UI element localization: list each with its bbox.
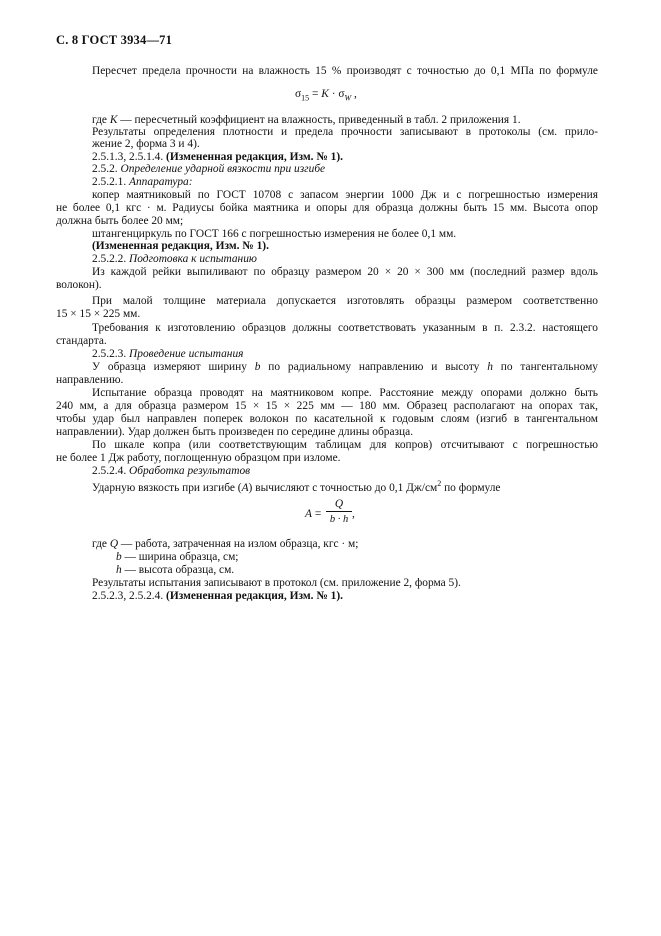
subscript-w: W	[344, 93, 352, 103]
k-description: — пересчетный коэффициент на влажность, приведенный в табл. 2 приложения 1.	[117, 114, 521, 126]
paragraph-recalc: Пересчет предела прочности на влажность 15 % производят с точностью до 0,1 МПа по формуле	[92, 65, 598, 77]
paragraph-req-2: стандарта.	[56, 335, 107, 347]
paragraph-req-1: Требования к изготовлению образцов должны соответствовать указанным в п. 2.3.2. настоящего	[92, 322, 598, 334]
amendment-note-2: (Измененная редакция, Изм. № 1).	[92, 240, 269, 252]
sigma-symbol: σ	[295, 88, 302, 100]
paragraph-koper-2: не более 0,1 кгс · м. Радиусы бойка маятника и опоры для образца должны быть 15 мм. Высота опор	[56, 202, 598, 214]
fraction-bar	[326, 511, 352, 512]
section-title: Подготовка к испытанию	[129, 253, 257, 265]
paragraph-thin-1: При малой толщине материала допускается изготовлять образцы размером соответственно	[92, 295, 598, 307]
variable-h: h	[116, 564, 122, 576]
where-b-line	[116, 551, 238, 564]
variable-q: Q	[109, 538, 119, 550]
paragraph-measure-2: направлению.	[56, 374, 124, 386]
b-description: — ширина образца, см;	[121, 551, 239, 563]
numerator-q: Q	[334, 498, 344, 510]
variable-k: K	[321, 88, 329, 100]
paragraph-scale-2: не более 1 Дж работу, поглощенную образцом при изломе.	[56, 452, 341, 464]
q-description: — работа, затраченная на излом образца, кгс · м;	[118, 538, 359, 550]
clause-number: 2.5.1.3, 2.5.1.4.	[92, 151, 167, 163]
section-title: Определение ударной вязкости при изгибе	[120, 163, 326, 175]
section-title: Аппаратура:	[129, 176, 193, 188]
where-q-line	[92, 538, 358, 551]
variable-h: h	[487, 361, 493, 373]
equals-sign: =	[311, 508, 322, 520]
where-k-line	[92, 114, 521, 127]
variable-b: b	[116, 551, 122, 563]
paragraph-sample-2: волокон).	[56, 279, 102, 291]
amendment-note: (Измененная редакция, Изм. № 1).	[166, 151, 343, 163]
section-252	[92, 163, 325, 176]
paragraph-test-1: Испытание образца проводят на маятниковом копре. Расстояние между опорами должно быть	[92, 387, 598, 399]
variable-k-ref: K	[109, 114, 118, 126]
paragraph-test-2: 240 мм, а для образца размером 15 × 15 × 225 мм — 180 мм. Образец располагают на опорах так,	[56, 400, 598, 412]
denominator-bh: b · h	[329, 514, 349, 525]
h-description: — высота образца, см.	[121, 564, 235, 576]
text-run: У образца измеряют ширину	[92, 361, 255, 373]
text-run: по радиальному направлению и высоту	[260, 361, 488, 373]
paragraph-scale-1: По шкале копра (или соответствующим таблицам для копров) отсчитывают с погрешностью	[92, 439, 598, 451]
text-run: Ударную вязкость при изгибе (	[92, 481, 242, 494]
paragraph-koper-3: должна быть более 20 мм;	[56, 215, 184, 227]
formula-impact-fraction	[326, 498, 352, 525]
amendment-2513	[92, 151, 343, 164]
section-2522	[92, 253, 257, 266]
paragraph-koper-1: копер маятниковый по ГОСТ 10708 с запасом энергии 1000 Дж и с погрешностью измерения	[92, 189, 598, 201]
clause-number: 2.5.2.3.	[92, 348, 130, 360]
section-title: Проведение испытания	[129, 348, 244, 360]
section-title: Обработка результатов	[129, 465, 251, 477]
variable-a: A	[305, 508, 312, 520]
clause-number: 2.5.2.2.	[92, 253, 130, 265]
text-run: по тангентальному	[492, 361, 598, 373]
paragraph-caliper: штангенциркуль по ГОСТ 166 с погрешностью измерения не более 0,1 мм.	[92, 228, 457, 240]
clause-number: 2.5.2.	[92, 163, 121, 175]
results-line-1: Результаты определения плотности и предела прочности записывают в протоколы (см. прило-	[92, 126, 598, 138]
clause-number: 2.5.2.4.	[92, 465, 130, 477]
section-2523	[92, 348, 243, 361]
paragraph-measure-1	[92, 361, 598, 374]
paragraph-test-3: чтобы удар был направлен поперек волокон по касательной к годовым слоям (изгиб в тангентальном	[56, 413, 598, 425]
where-h-line	[116, 564, 234, 577]
formula-strength	[295, 88, 357, 102]
clause-number: 2.5.2.3, 2.5.2.4.	[92, 590, 167, 602]
variable-a: A	[241, 481, 249, 494]
paragraph-thin-2: 15 × 15 × 225 мм.	[56, 308, 141, 320]
paragraph-protocol: Результаты испытания записывают в протокол (см. приложение 2, форма 5).	[92, 577, 461, 589]
paragraph-impact	[92, 478, 500, 494]
where-word: где	[92, 114, 110, 126]
results-line-2: жение 2, форма 3 и 4).	[92, 138, 200, 150]
amendment-2523	[92, 590, 343, 603]
clause-number: 2.5.2.1.	[92, 176, 130, 188]
text-run: по формуле	[441, 481, 501, 494]
equals-sign: =	[309, 88, 322, 100]
variable-b: b	[254, 361, 261, 373]
paragraph-sample-1: Из каждой рейки выпиливают по образцу размером 20 × 20 × 300 мм (последний размер вдоль	[92, 266, 598, 278]
section-2524	[92, 465, 250, 478]
formula-impact-end: ,	[352, 508, 355, 520]
formula-impact-lhs	[305, 508, 321, 520]
formula-dot-sigma: · σ	[328, 88, 345, 100]
paragraph-test-4: направлении). Удар должен быть произведен по середине длины образца.	[56, 426, 414, 438]
formula-end: ,	[351, 88, 357, 100]
superscript-2: 2	[437, 479, 442, 488]
where-word: где	[92, 538, 110, 550]
amendment-note: (Измененная редакция, Изм. № 1).	[166, 590, 343, 602]
text-run: ) вычисляют с точностью до 0,1 Дж/см	[248, 481, 438, 494]
page-header: С. 8 ГОСТ 3934—71	[56, 33, 173, 47]
section-2521	[92, 176, 193, 189]
subscript-15: 15	[301, 93, 310, 103]
